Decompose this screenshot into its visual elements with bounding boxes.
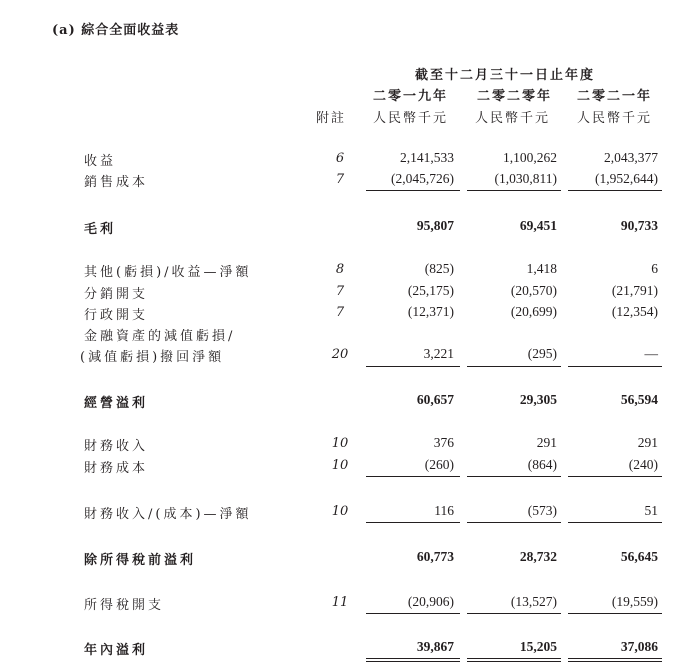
cell-value: 1,418 <box>526 261 557 276</box>
cell-value: 3,221 <box>423 346 454 361</box>
cell-value: 2,141,533 <box>400 150 454 165</box>
rule <box>568 366 662 367</box>
cell-value: 95,807 <box>416 218 454 233</box>
cell-value: 39,867 <box>416 639 454 654</box>
rule <box>568 613 662 614</box>
row-label-income-tax: 所得稅開支 <box>84 598 165 613</box>
row-label-impairment-line2: (減值虧損)撥回淨額 <box>80 350 225 365</box>
rule <box>366 190 460 191</box>
double-rule <box>366 661 460 662</box>
double-rule <box>467 658 561 659</box>
double-rule <box>568 661 662 662</box>
rule <box>467 366 561 367</box>
cell-value: (25,175) <box>407 283 454 298</box>
cell-value: 37,086 <box>620 639 658 654</box>
cell-value: 90,733 <box>620 218 658 233</box>
note-column-header: 附註 <box>316 111 347 126</box>
row-label-other-gains: 其他(虧損)/收益—淨額 <box>84 265 252 280</box>
year-header-2019: 二零一九年 <box>373 89 449 104</box>
row-note: 7 <box>335 305 345 320</box>
row-note: 20 <box>331 347 349 362</box>
cell-value: (20,699) <box>510 304 557 319</box>
row-note: 7 <box>335 172 345 187</box>
row-label-profit-before-tax: 除所得稅前溢利 <box>84 553 197 568</box>
row-label-finance-income: 財務收入 <box>84 439 149 454</box>
cell-value: 2,043,377 <box>604 150 658 165</box>
row-label-administrative-expenses: 行政開支 <box>84 308 149 323</box>
rule <box>467 522 561 523</box>
double-rule <box>568 658 662 659</box>
unit-header-2019: 人民幣千元 <box>373 111 449 126</box>
row-label-operating-profit: 經營溢利 <box>84 396 149 411</box>
cell-value: (21,791) <box>611 283 658 298</box>
period-header: 截至十二月三十一日止年度 <box>415 68 596 83</box>
double-rule <box>467 661 561 662</box>
row-label-revenue: 收益 <box>84 154 117 169</box>
cell-value: 376 <box>433 435 454 450</box>
rule <box>366 522 460 523</box>
cell-value: 56,594 <box>620 392 658 407</box>
cell-value: (19,559) <box>611 594 658 609</box>
rule <box>568 190 662 191</box>
cell-value: (260) <box>424 457 454 472</box>
row-note: 8 <box>335 262 345 277</box>
row-note: 10 <box>331 458 349 473</box>
section-title: (a) 綜合全面收益表 <box>52 23 180 38</box>
cell-value: 60,773 <box>416 549 454 564</box>
cell-value: (240) <box>628 457 658 472</box>
cell-value: 56,645 <box>620 549 658 564</box>
cell-value: (825) <box>424 261 454 276</box>
rule <box>366 613 460 614</box>
double-rule <box>366 658 460 659</box>
cell-value: (295) <box>527 346 557 361</box>
row-note: 10 <box>331 436 349 451</box>
cell-value: (20,906) <box>407 594 454 609</box>
row-note: 6 <box>335 151 345 166</box>
cell-value: (12,354) <box>611 304 658 319</box>
unit-header-2020: 人民幣千元 <box>475 111 551 126</box>
row-label-finance-costs: 財務成本 <box>84 461 149 476</box>
rule <box>366 476 460 477</box>
row-label-cost-of-sales: 銷售成本 <box>84 175 149 190</box>
cell-value: 116 <box>434 503 454 518</box>
cell-value: 291 <box>637 435 658 450</box>
row-label-finance-net: 財務收入/(成本)—淨額 <box>84 507 252 522</box>
row-label-distribution-expenses: 分銷開支 <box>84 287 149 302</box>
rule <box>467 613 561 614</box>
cell-value: 28,732 <box>519 549 557 564</box>
cell-value: 6 <box>651 261 658 276</box>
year-header-2020: 二零二零年 <box>477 89 553 104</box>
cell-value: 60,657 <box>416 392 454 407</box>
row-label-profit-for-year: 年內溢利 <box>84 643 149 658</box>
cell-value: (12,371) <box>407 304 454 319</box>
rule <box>568 476 662 477</box>
cell-value: 69,451 <box>519 218 557 233</box>
cell-value: (13,527) <box>510 594 557 609</box>
row-note: 11 <box>331 595 349 610</box>
cell-value: (1,030,811) <box>494 171 557 186</box>
cell-value: (864) <box>527 457 557 472</box>
year-header-2021: 二零二一年 <box>577 89 653 104</box>
rule <box>366 366 460 367</box>
cell-value: 291 <box>536 435 557 450</box>
rule <box>467 190 561 191</box>
rule <box>568 522 662 523</box>
row-note: 10 <box>331 504 349 519</box>
row-label-impairment-line1: 金融資產的減值虧損/ <box>84 329 236 344</box>
cell-value: 51 <box>644 503 658 518</box>
unit-header-2021: 人民幣千元 <box>577 111 653 126</box>
row-label-gross-profit: 毛利 <box>84 222 117 237</box>
cell-value: 29,305 <box>519 392 557 407</box>
row-note: 7 <box>335 284 345 299</box>
cell-value: (20,570) <box>510 283 557 298</box>
cell-value: 15,205 <box>519 639 557 654</box>
cell-value: (1,952,644) <box>595 171 658 186</box>
cell-value: (2,045,726) <box>391 171 454 186</box>
cell-value: — <box>644 346 658 361</box>
cell-value: (573) <box>527 503 557 518</box>
cell-value: 1,100,262 <box>503 150 557 165</box>
rule <box>467 476 561 477</box>
